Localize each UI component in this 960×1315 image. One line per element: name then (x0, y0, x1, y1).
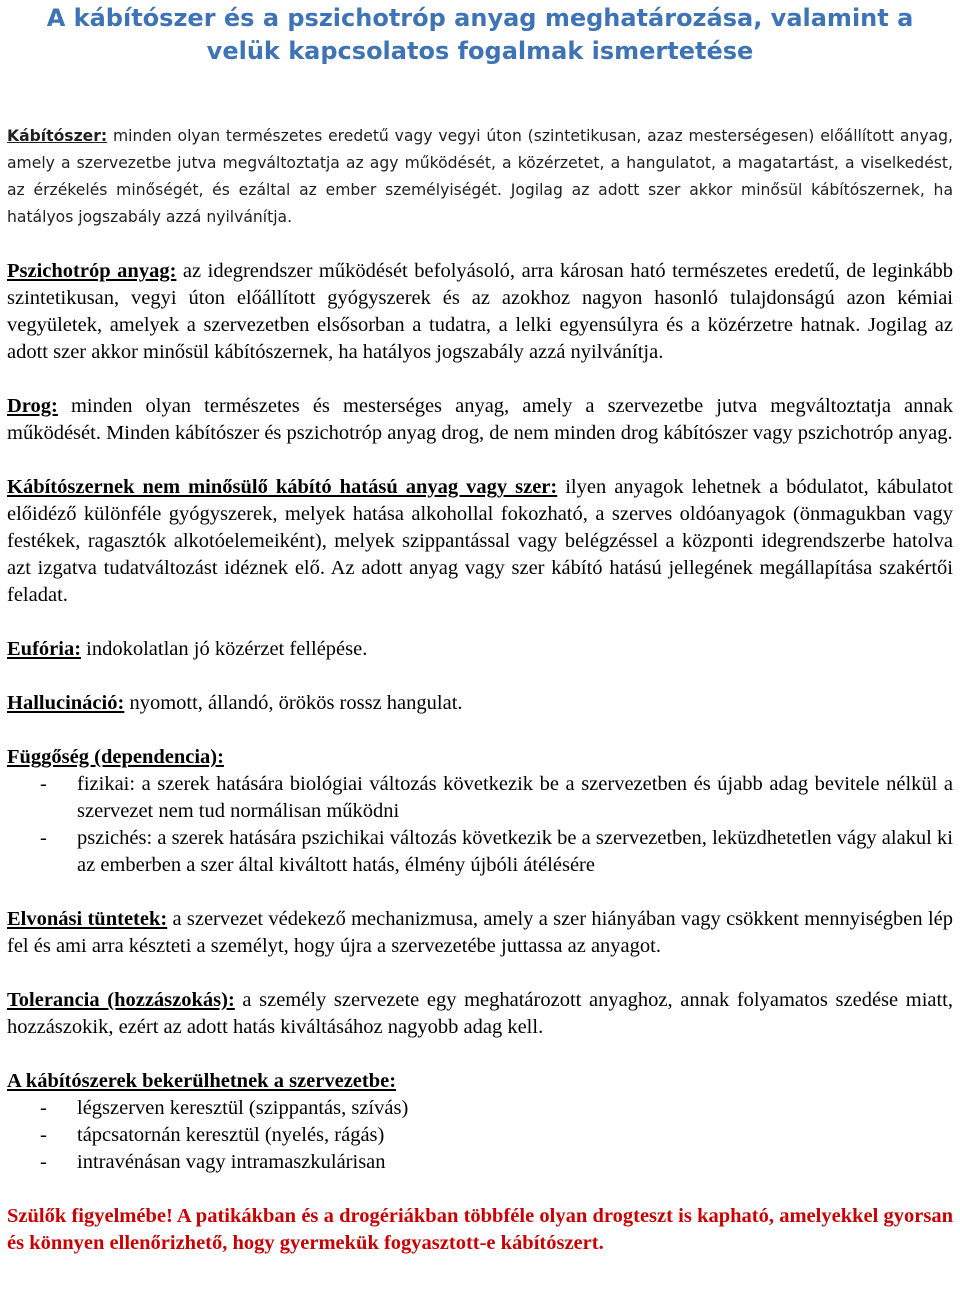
dash-marker: - (40, 827, 47, 849)
def-hallucinacio: nyomott, állandó, örökös rossz hangulat. (124, 692, 463, 714)
section-hallucinacio (7, 690, 953, 717)
section-fuggoseg (7, 744, 953, 771)
list-item: - légszerven keresztül (szippantás, szívás) (7, 1095, 953, 1122)
term-euforia: Eufória: (7, 638, 82, 660)
document-page (7, 0, 953, 1257)
def-tolerancia: a személy szervezete egy meghatározott anyaghoz, annak folyamatos szedése miatt, hozzászokik, ezért az adott hatás kiváltásához nagyobb adag kell. (7, 989, 954, 1038)
term-bekerules: A kábítószerek bekerülhetnek a szervezetbe: (7, 1070, 397, 1092)
def-kabitoszer: minden olyan természetes eredetű vagy vegyi úton (szintetikusan, azaz mesterségesen) előállított anyag, amely a szervezetbe jutva megváltoztatja az agy működését, a közérzetet, a hangulatot, a magatartást, a viselkedést, az érzékelés minőségét, és ezáltal az ember személyiségét. Jogilag az adott szer akkor minősül kábítószernek, ha hatályos jogszabály azzá nyilvánítja. (7, 127, 953, 226)
parent-warning: Szülők figyelmébe! A patikákban és a drogériákban többféle olyan drogteszt is kapható, amelyekkel gyorsan és könnyen ellenőrizhető, hogy gyermekük fogyasztott-e kábítószert. (7, 1205, 953, 1254)
dash-marker: - (40, 1124, 47, 1146)
section-bekerules (7, 1068, 953, 1095)
section-nem-minosulo (7, 474, 953, 609)
list-bekerules (7, 1095, 953, 1176)
term-kabitoszer: Kábítószer: (7, 127, 108, 145)
page-title: A kábítószer és a pszichotróp anyag meghatározása, valamint a velük kapcsolatos fogalmak ismertetése (46, 4, 914, 65)
section-drog (7, 393, 953, 447)
list-fuggoseg (7, 771, 953, 879)
section-tolerancia (7, 987, 953, 1041)
term-hallucinacio: Hallucináció: (7, 692, 125, 714)
dash-marker: - (40, 1151, 47, 1173)
section-elvonasi (7, 906, 953, 960)
term-fuggoseg: Függőség (dependencia): (7, 746, 224, 768)
def-nem-minosulo: ilyen anyagok lehetnek a bódulatot, kábulatot előidéző különféle gyógyszerek, melyek hatása alkohollal fokozható, a szerves oldóanyagok (önmagukban vagy festékek, ragasztók alkotóelemeiként), melyek szippantással vagy belégzéssel a központi idegrendszerbe hatolva azt izgatva tudatváltozást idéznek elő. Az adott anyag vagy szer kábító hatású jellegének megállapítása szakértői feladat. (7, 476, 953, 606)
term-pszichotrop: Pszichotróp anyag: (7, 260, 177, 282)
section-kabitoszer (7, 123, 953, 231)
def-euforia: indokolatlan jó közérzet fellépése. (81, 638, 368, 660)
term-elvonasi: Elvonási tüntetek: (7, 908, 168, 930)
term-tolerancia: Tolerancia (hozzászokás): (7, 989, 235, 1011)
def-elvonasi: a szervezet védekező mechanizmusa, amely a szer hiányában vagy csökkent mennyiségben lép fel és ami arra készteti a személyt, hogy újra a szervezetébe juttassa az anyagot. (7, 908, 953, 957)
list-item: - pszichés: a szerek hatására pszichikai változás következik be a szervezetben, leküzdhetetlen vágy alakul ki az emberben a szer által kiváltott hatás, élmény újbóli átélésére (40, 827, 953, 876)
list-item: - fizikai: a szerek hatására biológiai változás következik be a szervezetben és újabb adag bevitele nélkül a szervezet nem tud normálisan működni (40, 773, 953, 822)
term-drog: Drog: (7, 395, 58, 417)
section-euforia (7, 636, 953, 663)
list-item: - tápcsatornán keresztül (nyelés, rágás) (7, 1122, 953, 1149)
dash-marker: - (40, 1097, 47, 1119)
dash-marker: - (40, 773, 47, 795)
section-pszichotrop (7, 258, 953, 366)
def-pszichotrop: az idegrendszer működését befolyásoló, arra károsan ható természetes eredetű, de leginkább szintetikusan, vegyi úton előállított gyógyszerek és az azokhoz nagyon hasonló tulajdonságú azon kémiai vegyületek, amelyek a szervezetben elsősorban a tudatra, a lelki egyensúlyra és a közérzetre hatnak. Jogilag az adott szer akkor minősül kábítószernek, ha hatályos jogszabály azzá nyilvánítja. (7, 260, 953, 363)
term-nem-minosulo: Kábítószernek nem minősülő kábító hatású anyag vagy szer: (7, 476, 558, 498)
def-drog: minden olyan természetes és mesterséges anyag, amely a szervezetbe jutva megváltoztatja annak működését. Minden kábítószer és pszichotróp anyag drog, de nem minden drog kábítószer vagy pszichotróp anyag. (7, 395, 953, 444)
list-item: - intravénásan vagy intramaszkulárisan (7, 1149, 953, 1176)
